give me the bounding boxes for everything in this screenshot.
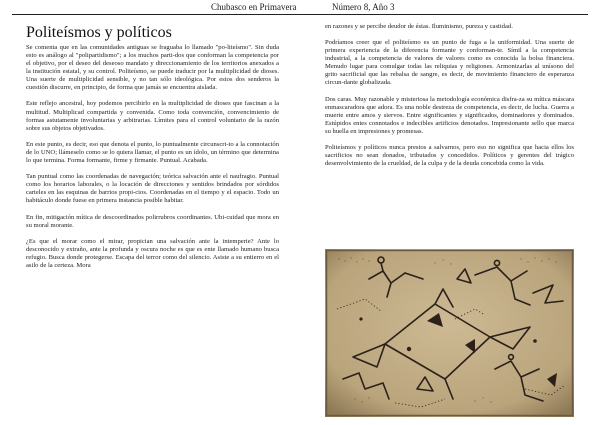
header-rule [12, 14, 588, 15]
paragraph: en razones y se percibe deudor de éstas. Iluminismo, pureza y castidad. [325, 23, 513, 30]
article-title: Politeísmos y políticos [26, 24, 172, 41]
paragraph: En fin, mitigación mítica de descoordinados polirrubros coordinantes. Ubi-cuidad que mora en su moral morante. [26, 213, 279, 229]
left-column [26, 44, 279, 278]
paragraph: Dos caras. Muy razonable y misteriosa la metodología económica disfra-za su mítica máscara enmascaradora que adora. Es una noble destreza de competencia, es decir, de lucha. Guerra a muerte entre amos y siervos. Entre significantes y significados, dominadores y dominados. Estúpidos entes connotados e indecibles artificios denotados. Impresionante sello que marca su huella en impresiones y promesas. [325, 95, 574, 135]
publication-name: Chubasco en Primavera [211, 2, 297, 12]
abstract-artwork [325, 249, 574, 417]
issue-number: Número 8, Año 3 [332, 2, 395, 12]
paragraph: Tan puntual como las coordenadas de navegación; teórica salvación ante el naufragio. Puntual como los horarios laborales, o la locación de direcciones y sentidos brindados por sórdidos carteles en las esquinas de barrios propi-cios. Coordenadas en el tiempo y el espacio. Todo un habitáculo donde fuese en primera instancia posible habitar. [26, 173, 279, 205]
page-header [0, 0, 600, 15]
right-column [325, 23, 574, 176]
paragraph: Podríamos creer que el politeísmo es un punto de fuga a la uniformidad. Una suerte de primera experiencia de la diferencia formante y conforman-te. Símil a la competencia industrial, a la competencia de valores de valores como es conocida la bolsa financiera. Menudo lugar para comulgar todas las reliquias y religiones. Armonizarlas al unísono del grito sacrificial que las rebalsa de sangre, es decir, de movimiento financiero de esperanza circun-dante globalizada. [325, 39, 574, 87]
paragraph: Este reflejo ancestral, hoy podemos percibirlo en la multiplicidad de dioses que fascinan a la multitud. Multiplicad compartida y convenida. Como toda convención, convencimiento de formas astutamente involuntarias y arbitrarias. Límites para el control voluntario de la razón sobre sus objetos objetivados. [26, 100, 279, 132]
paragraph: Se comenta que en las comunidades antiguas se fraguaba lo llamado "po-liteísmo". Sin duda esto es análogo al "polipartidismo"; a los muchos parti-dos que conforman la competencia por el objetivo, por el deseo del deseoso mandato y direccionamiento de los territorios anexados a la institución estatal, y su control. Politeísmo, se puede traducir por la multiplicidad de dioses. Una suerte de multiplicidad sensible, y no tan sólo ideológica. Por estos dos senderos la cuestión discurre, en principio, de forma que jamás se encuentra aislada. [26, 44, 279, 92]
paragraph: ¿Es que el morar como el mirar, propician una salvación ante la intemperie? Ante lo desconocido y extraño, ante la profunda y oscura noche es que es ente llamado humano busca refugio. Busca donde protegerse. Escapa del terror como del silencio. Asiste a su entierro en el asilo de la certeza. Mora [26, 237, 279, 269]
paragraph: Politeísmos y políticos nunca prestos a salvarnos, pero eso no significa que hacia ellos los sacrificios no sean donados, tributados y concedidos. Políticos y gerentes del trágico desenvolvimiento de la crueldad, de la culpa y de la deuda concebida como la vida. [325, 144, 574, 168]
paragraph: En este punto, es decir, eso que denota el punto, lo puntualmente circunscri-to a la connotación de lo UNO; llámeselo como se lo quiera llamar, el punto es un ídolo, un término que determina lo que termina. Forma formante, firme y firmante. Puntual. Acabada. [26, 140, 279, 164]
